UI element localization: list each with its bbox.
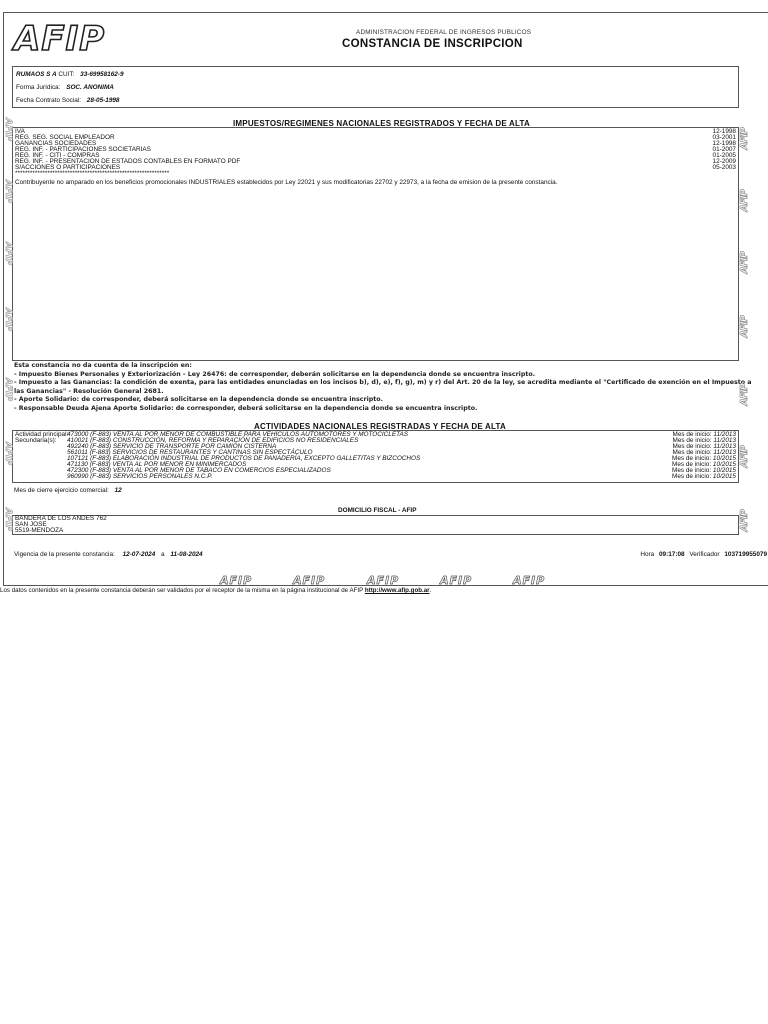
contract-date-label: Fecha Contrato Social:	[16, 97, 82, 104]
address-line: SAN JOSE	[15, 521, 47, 528]
activity-row: 410021 (F-883) CONSTRUCCIÓN, REFORMA Y REPARACIÓN DE EDIFICIOS NO RESIDENCIALES	[67, 437, 359, 444]
afip-website-link[interactable]: http://www.afip.gob.ar	[364, 587, 430, 594]
address-title: DOMICILIO FISCAL - AFIP	[338, 507, 417, 514]
time-value: 09:17:08	[658, 551, 685, 558]
activity-start: Mes de inicio: 10/2015	[672, 455, 736, 462]
tax-row: IVA	[15, 128, 25, 135]
contract-date-value: 28-05-1998	[86, 97, 120, 104]
afip-logo-watermark: AFIP	[3, 118, 13, 142]
afip-logo-watermark: AFIP	[739, 384, 750, 406]
afip-logo-watermark: AFIP	[367, 574, 400, 587]
principal-activity-label: Actividad principal:	[15, 431, 69, 438]
taxes-box	[12, 127, 739, 361]
afip-logo-watermark: AFIP	[3, 242, 13, 266]
activity-start: Mes de inicio: 11/2013	[672, 431, 736, 438]
activity-start: Mes de inicio: 10/2015	[672, 473, 736, 480]
activity-row: 472300 (F-883) VENTA AL POR MENOR DE TABACO EN COMERCIOS ESPECIALIZADOS	[67, 467, 331, 474]
cuit-value: 33-69958162-9	[80, 71, 124, 78]
promotional-note: Contribuyente no amparado en los beneficios promocionales INDUSTRIALES establecidos por Ley 22021 y sus modificatorias 22702 y 22973, a la fecha de emision de la presente constancia.	[15, 179, 558, 186]
taxes-title: IMPUESTOS/REGIMENES NACIONALES REGISTRADOS Y FECHA DE ALTA	[233, 119, 530, 128]
afip-logo: AFIP	[14, 19, 106, 59]
afip-logo-watermark: AFIP	[3, 442, 13, 466]
tax-row: REG. INF. - PARTICIPACIONES SOCIETARIAS	[15, 146, 151, 153]
fiscal-close-value: 12	[114, 487, 122, 494]
address-line: BANDERA DE LOS ANDES 762	[15, 515, 107, 522]
activity-start: Mes de inicio: 10/2015	[672, 461, 736, 468]
tax-row: GANANCIAS SOCIEDADES	[15, 140, 97, 147]
afip-logo-watermark: AFIP	[3, 378, 13, 402]
afip-logo-watermark: AFIP	[220, 574, 253, 587]
afip-logo-watermark: AFIP	[3, 308, 13, 332]
afip-logo-watermark: AFIP	[3, 508, 13, 532]
activity-start: Mes de inicio: 11/2013	[672, 449, 736, 456]
address-box	[12, 515, 739, 535]
activity-start: Mes de inicio: 11/2013	[672, 437, 736, 444]
tax-date: 01-2007	[712, 146, 736, 153]
validity-from: 12-07-2024	[122, 551, 156, 558]
tax-row: S/ACCIONES O PARTICIPACIONES	[15, 164, 121, 171]
activity-start: Mes de inicio: 10/2015	[672, 467, 736, 474]
note-item: - Responsable Deuda Ajena Aporte Solidario: de corresponder, deberá solicitarse en la dependencia donde se encuentra inscripto.	[14, 404, 478, 412]
legal-form-label: Forma Jurídica:	[16, 84, 61, 91]
afip-logo-watermark: AFIP	[739, 128, 750, 150]
tax-date: 12-1998	[712, 128, 736, 135]
taxpayer-name: RUMAOS S A	[16, 71, 57, 78]
verification-info: Hora 09:17:08 Verificador 103719955079	[640, 551, 767, 558]
afip-logo-watermark: AFIP	[293, 574, 326, 587]
activity-row: 107121 (F-883) ELABORACIÓN INDUSTRIAL DE PRODUCTOS DE PANADERÍA, EXCEPTO GALLETITAS Y BIZCOCHOS	[67, 455, 421, 462]
verifier-value: 103719955079	[724, 551, 767, 558]
activities-title: ACTIVIDADES NACIONALES REGISTRADAS Y FECHA DE ALTA	[254, 422, 506, 431]
afip-logo-watermark: AFIP	[739, 190, 750, 212]
validity-period: Vigencia de la presente constancia: 12-07-2024 a 11-08-2024	[14, 551, 203, 558]
afip-logo-watermark: AFIP	[440, 574, 473, 587]
note-item: - Impuesto Bienes Personales y Exteriorización - Ley 26476: de corresponder, deberán solicitarse en la dependencia donde se encuentra inscripto.	[14, 370, 536, 378]
tax-row: REG. INF. - CITI - COMPRAS	[15, 152, 100, 159]
notes-intro: Esta constancia no da cuenta de la inscripción en:	[14, 362, 192, 369]
note-item: - Impuesto a las Ganancias: la condición de exenta, para las entidades enunciadas en los incisos b), d), e), f), g), m) y r) del Art. 20 de la ley, se acredita mediante el "Certificado de exención en el Impuesto a las Ganancias" - Resolución General 2681.	[14, 379, 752, 395]
organization-name: ADMINISTRACION FEDERAL DE INGRESOS PUBLICOS	[356, 29, 532, 36]
legal-form-value: SOC. ANONIMA	[66, 84, 114, 91]
taxpayer-box	[12, 66, 739, 108]
tax-row: REG. SEG. SOCIAL EMPLEADOR	[15, 134, 115, 141]
tax-date: 01-2005	[712, 152, 736, 159]
secondary-activity-label: Secundaria(s):	[15, 437, 57, 444]
afip-logo-watermark: AFIP	[739, 446, 750, 468]
validity-to: 11-08-2024	[170, 551, 203, 558]
activity-row: 471130 (F-883) VENTA AL POR MENOR EN MINIMERCADOS	[67, 461, 247, 468]
afip-logo-watermark: AFIP	[739, 252, 750, 274]
tax-date: 12-2009	[712, 158, 736, 165]
afip-logo-watermark: AFIP	[3, 180, 13, 204]
activity-row: 561011 (F-883) SERVICIOS DE RESTAURANTES Y CANTINAS SIN ESPECTÁCULO	[67, 449, 313, 456]
document-title: CONSTANCIA DE INSCRIPCION	[342, 38, 523, 50]
afip-logo-watermark: AFIP	[739, 510, 750, 532]
fiscal-close: Mes de cierre ejercicio comercial: 12	[14, 487, 122, 494]
afip-logo-watermark: AFIP	[739, 316, 750, 338]
activity-start: Mes de inicio: 11/2013	[672, 443, 736, 450]
activity-row: 960990 (F-883) SERVICIOS PERSONALES N.C.P.	[67, 473, 213, 480]
afip-logo-watermark: AFIP	[513, 574, 546, 587]
tax-row: REG. INF. - PRESENTACION DE ESTADOS CONTABLES EN FORMATO PDF	[15, 158, 241, 165]
footer-disclaimer: Los datos contenidos en la presente constancia deberán ser validados por el receptor de la misma en la página institucional de AFIP http://www.afip.gob.ar.	[0, 587, 432, 594]
activity-row: 473000 (F-883) VENTA AL POR MENOR DE COMBUSTIBLE PARA VEHÍCULOS AUTOMOTORES Y MOTOCICLETAS	[67, 431, 409, 438]
activity-row: 492240 (F-883) SERVICIO DE TRANSPORTE POR CAMIÓN CISTERNA	[67, 443, 277, 450]
exclusions-notes	[14, 362, 754, 414]
tax-date: 03-2001	[712, 134, 736, 141]
tax-date: 05-2003	[712, 164, 736, 171]
tax-date: 12-1998	[712, 140, 736, 147]
activities-box	[12, 430, 739, 483]
note-item: - Aporte Solidario: de corresponder, deberá solicitarse en la dependencia donde se encuentra inscripto.	[14, 396, 383, 404]
address-line: 5519-MENDOZA	[15, 527, 64, 534]
separator-line: **************************************************************	[15, 170, 170, 177]
cuit-label: CUIT:	[58, 71, 75, 78]
